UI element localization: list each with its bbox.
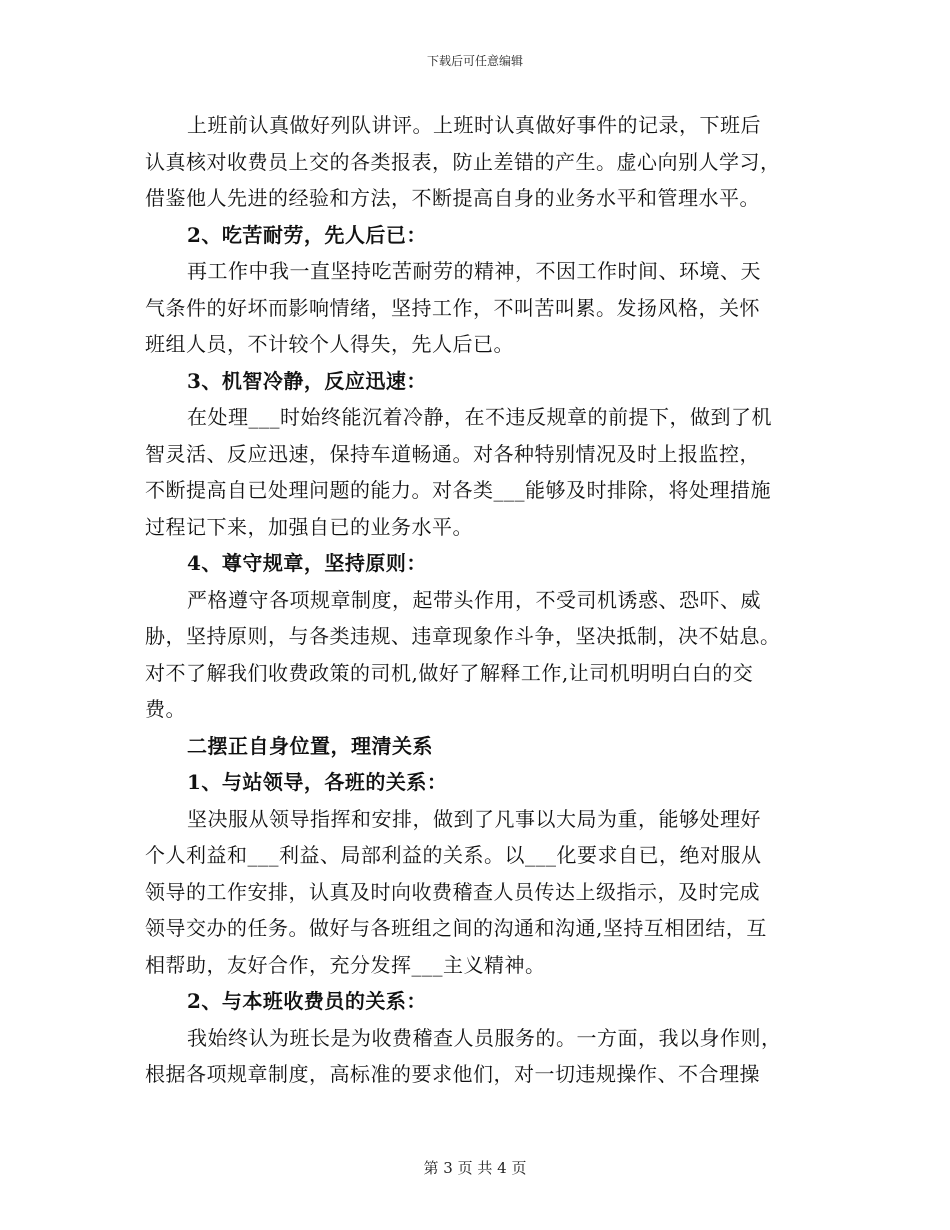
paragraph-line: 领导交办的任务。做好与各班组之间的沟通和沟通,坚持互相团结，互	[145, 916, 767, 940]
paragraph-line: 智灵活、反应迅速，保持车道畅通。对各种特别情况及时上报监控，	[145, 441, 760, 466]
paragraph-line: 个人利益和___利益、局部利益的关系。以___化要求自已，绝对服从	[145, 843, 762, 867]
paragraph-line: 气条件的好坏而影响情绪，坚持工作，不叫苦叫累。发扬风格，关怀	[145, 295, 760, 320]
paragraph-line: 在处理___时始终能沉着冷静，在不违反规章的前提下，做到了机	[187, 405, 772, 429]
page-footer: 第 3 页 共 4 页	[423, 1159, 527, 1177]
section-heading: 1、与站领导，各班的关系：	[187, 770, 448, 794]
paragraph-line: 相帮助，友好合作，充分发挥___主义精神。	[145, 952, 546, 977]
page-header-note: 下载后可任意编辑	[426, 54, 523, 68]
paragraph-line: 根据各项规章制度，高标准的要求他们，对一切违规操作、不合理操	[145, 1062, 760, 1086]
section-heading: 4、尊守规章，坚持原则：	[187, 551, 427, 575]
paragraph-line: 领导的工作安排，认真及时向收费稽查人员传达上级指示，及时完成	[145, 879, 760, 904]
paragraph-line: 认真核对收费员上交的各类报表，防止差错的产生。虚心向别人学习，	[145, 149, 781, 174]
paragraph-line: 我始终认为班长是为收费稽查人员服务的。一方面，我以身作则，	[187, 1025, 782, 1050]
paragraph-line: 严格遵守各项规章制度，起带头作用，不受司机诱惑、恐吓、威	[187, 587, 761, 612]
paragraph-line: 过程记下来，加强自已的业务水平。	[145, 514, 473, 539]
document-body	[145, 107, 815, 1093]
paragraph-line: 费。	[145, 697, 186, 721]
paragraph-line: 对不了解我们收费政策的司机,做好了解释工作,让司机明明白白的交	[145, 660, 754, 685]
paragraph-line: 胁，坚持原则，与各类违规、违章现象作斗争，坚决抵制，决不姑息。	[145, 624, 781, 648]
section-heading: 2、吃苦耐劳，先人后已：	[187, 222, 427, 247]
paragraph-line: 坚决服从领导指挥和安排，做到了凡事以大局为重，能够处理好	[187, 806, 761, 831]
section-heading: 2、与本班收费员的关系：	[187, 989, 427, 1013]
paragraph-line: 不断提高自已处理问题的能力。对各类___能够及时排除，将处理措施	[145, 478, 771, 502]
paragraph-line: 借鉴他人先进的经验和方法，不断提高自身的业务水平和管理水平。	[145, 186, 760, 210]
section-heading: 3、机智冷静，反应迅速：	[187, 368, 427, 393]
chapter-heading: 二摆正自身位置，理清关系	[187, 733, 433, 758]
paragraph-line: 再工作中我一直坚持吃苦耐劳的精神，不因工作时间、环境、天	[187, 259, 761, 283]
paragraph-line: 上班前认真做好列队讲评。上班时认真做好事件的记录，下班后	[187, 113, 761, 137]
paragraph-line: 班组人员，不计较个人得失，先人后已。	[145, 332, 514, 356]
